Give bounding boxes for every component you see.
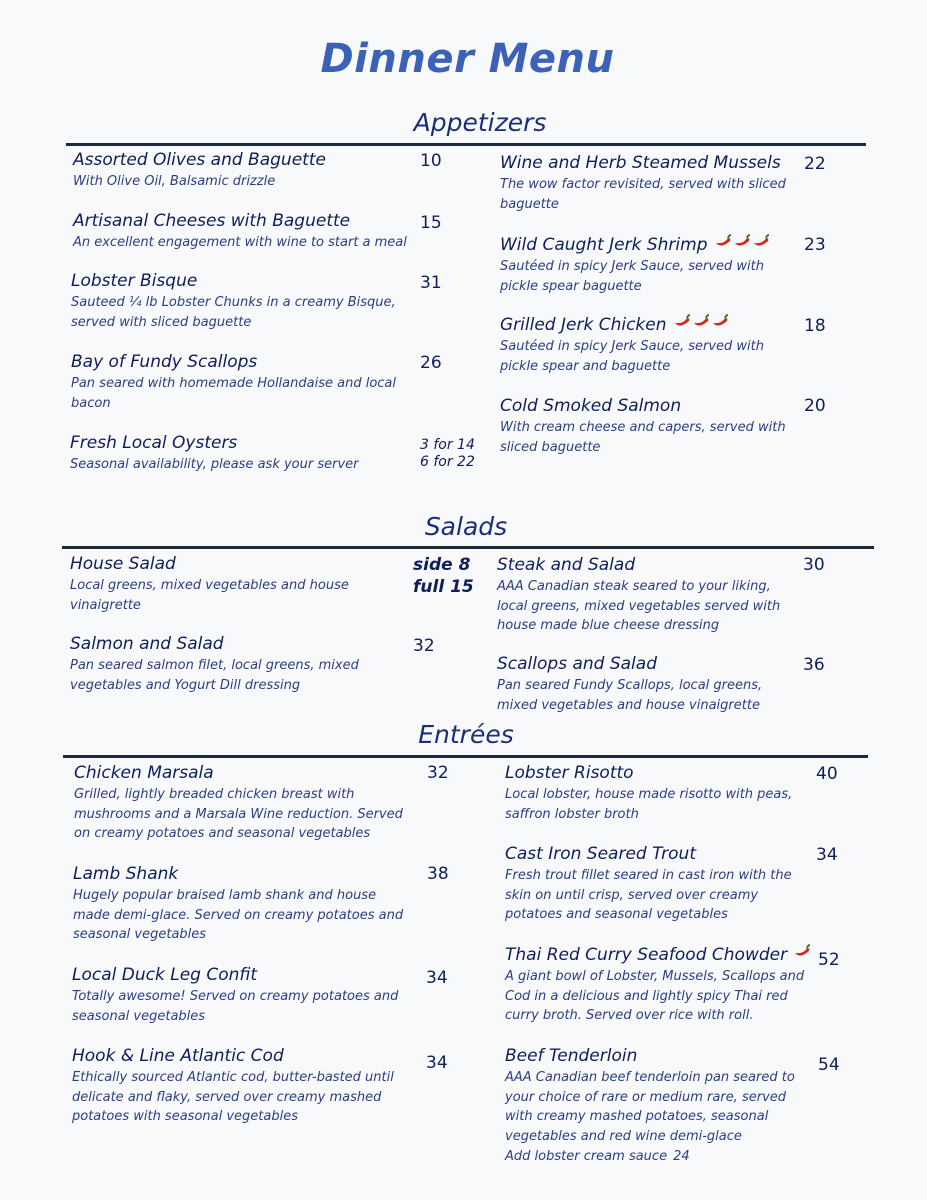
item-price: 32: [427, 763, 449, 783]
item-price: 18: [804, 316, 826, 336]
item-addon: [505, 1147, 801, 1167]
item-name: Cast Iron Seared Trout: [505, 844, 697, 864]
item-name: Chicken Marsala: [74, 763, 214, 783]
addon-price: 24: [673, 1149, 690, 1164]
item-price: 22: [804, 154, 826, 174]
item-description: AAA Canadian beef tenderloin pan seared to your choice of rare or medium rare, served with creamy mashed potatoes, seasonal vegetables and red wine demi-glace: [505, 1070, 795, 1144]
spice-indicator: [714, 234, 772, 256]
item-name: Grilled Jerk Chicken: [500, 315, 667, 335]
item-name: Wild Caught Jerk Shrimp: [500, 235, 708, 255]
item-price: 34: [816, 845, 838, 865]
menu-item: [500, 234, 790, 296]
menu-item: [500, 152, 790, 214]
item-price: 40: [816, 764, 838, 784]
item-name-row: [500, 314, 790, 336]
page-title: Dinner Menu: [320, 36, 615, 82]
price-option: side 8: [413, 555, 471, 575]
item-description: Local greens, mixed vegetables and house vinaigrette: [70, 578, 349, 613]
item-price: 38: [427, 864, 449, 884]
item-price: 34: [426, 968, 448, 988]
item-description: Local lobster, house made risotto with peas, saffron lobster broth: [505, 787, 793, 822]
salads-divider: [62, 546, 874, 549]
item-description: Sautéed in spicy Jerk Sauce, served with pickle spear and baguette: [500, 339, 765, 374]
item-name: Bay of Fundy Scallops: [71, 352, 258, 372]
item-price: 54: [818, 1055, 840, 1075]
item-description: With cream cheese and capers, served with sliced baguette: [500, 420, 786, 455]
item-name: Salmon and Salad: [70, 634, 224, 654]
item-name: Assorted Olives and Baguette: [73, 150, 326, 170]
item-description: Ethically sourced Atlantic cod, butter-basted until delicate and flaky, served over creamy mashed potatoes with seasonal vegetables: [72, 1070, 394, 1124]
item-price: 26: [420, 353, 442, 373]
item-description: Fresh trout fillet seared in cast iron with the skin on until crisp, served over creamy potatoes and seasonal vegetables: [505, 868, 792, 922]
entrees-divider: [63, 755, 868, 758]
item-name: Lobster Bisque: [71, 271, 198, 291]
item-price: 10: [420, 151, 442, 171]
item-price: 32: [413, 636, 435, 656]
menu-item: [73, 149, 413, 192]
salads-heading: Salads: [424, 512, 508, 541]
menu-item: [71, 351, 406, 413]
item-description: Grilled, lightly breaded chicken breast with mushrooms and a Marsala Wine reduction. Served on creamy potatoes and seasonal vegetables: [74, 787, 403, 841]
chili-pepper-icon: [673, 314, 731, 330]
item-name: Artisanal Cheeses with Baguette: [73, 211, 351, 231]
item-description: AAA Canadian steak seared to your liking, local greens, mixed vegetables served with house made blue cheese dressing: [497, 579, 781, 633]
item-price: 15: [420, 213, 442, 233]
item-price: 52: [818, 950, 840, 970]
item-name-row: [505, 944, 805, 966]
chili-pepper-icon: [714, 234, 772, 250]
item-description: Sauteed ¼ lb Lobster Chunks in a creamy Bisque, served with sliced baguette: [71, 295, 396, 330]
menu-item: [505, 762, 805, 824]
menu-item: [73, 863, 408, 945]
menu-item: [73, 210, 413, 253]
addon-label: Add lobster cream sauce: [505, 1149, 668, 1164]
item-description: An excellent engagement with wine to start a meal: [73, 235, 407, 250]
item-description: Sautéed in spicy Jerk Sauce, served with pickle spear baguette: [500, 259, 765, 294]
item-name: Fresh Local Oysters: [70, 433, 238, 453]
item-name: Scallops and Salad: [497, 654, 657, 674]
item-description: The wow factor revisited, served with sliced baguette: [500, 177, 786, 212]
menu-item: [497, 554, 787, 636]
item-description: Hugely popular braised lamb shank and house made demi-glace. Served on creamy potatoes and seasonal vegetables: [73, 888, 404, 942]
price-option: full 15: [413, 577, 474, 597]
menu-item: [500, 395, 790, 457]
menu-item: [71, 270, 401, 332]
item-description: Totally awesome! Served on creamy potatoes and seasonal vegetables: [72, 989, 399, 1024]
item-name: Beef Tenderloin: [505, 1046, 638, 1066]
item-price: 34: [426, 1053, 448, 1073]
chili-pepper-icon: [793, 944, 813, 960]
menu-item: [70, 553, 400, 615]
spice-indicator: [673, 314, 731, 336]
item-description: A giant bowl of Lobster, Mussels, Scallops and Cod in a delicious and lightly spicy Thai red curry broth. Served over rice with roll.: [505, 969, 805, 1023]
price-option: 6 for 22: [420, 454, 475, 470]
item-name: Lamb Shank: [73, 864, 179, 884]
appetizers-divider: [66, 143, 866, 146]
item-name-row: [500, 234, 790, 256]
item-price: 20: [804, 396, 826, 416]
item-name: Wine and Herb Steamed Mussels: [500, 153, 781, 173]
item-name: Local Duck Leg Confit: [72, 965, 258, 985]
item-price: 23: [804, 235, 826, 255]
menu-item: [505, 843, 801, 925]
item-description: Pan seared salmon filet, local greens, mixed vegetables and Yogurt Dill dressing: [70, 658, 359, 693]
item-name: Lobster Risotto: [505, 763, 634, 783]
item-price: 36: [803, 655, 825, 675]
item-name: Steak and Salad: [497, 555, 636, 575]
item-description: Pan seared Fundy Scallops, local greens, mixed vegetables and house vinaigrette: [497, 678, 763, 713]
item-description: With Olive Oil, Balsamic drizzle: [73, 174, 276, 189]
price-option: 3 for 14: [420, 437, 475, 453]
appetizers-heading: Appetizers: [413, 108, 547, 137]
item-name: Cold Smoked Salmon: [500, 396, 682, 416]
item-description: Pan seared with homemade Hollandaise and local bacon: [71, 376, 396, 411]
menu-item: [505, 1045, 801, 1167]
menu-item: [70, 432, 410, 475]
item-name: Thai Red Curry Seafood Chowder: [505, 945, 788, 965]
menu-item: [72, 1045, 407, 1127]
item-price: [420, 437, 475, 471]
spice-indicator: [793, 944, 813, 966]
menu-item: [500, 314, 790, 376]
menu-item: [505, 944, 805, 1026]
item-description: Seasonal availability, please ask your server: [70, 457, 359, 472]
item-price: 31: [420, 273, 442, 293]
menu-item: [497, 653, 787, 715]
item-name: House Salad: [70, 554, 176, 574]
item-price: [413, 554, 474, 598]
entrees-heading: Entrées: [418, 720, 514, 749]
item-name: Hook & Line Atlantic Cod: [72, 1046, 284, 1066]
menu-item: [74, 762, 414, 844]
item-price: 30: [803, 555, 825, 575]
menu-item: [70, 633, 400, 695]
menu-item: [72, 964, 407, 1026]
